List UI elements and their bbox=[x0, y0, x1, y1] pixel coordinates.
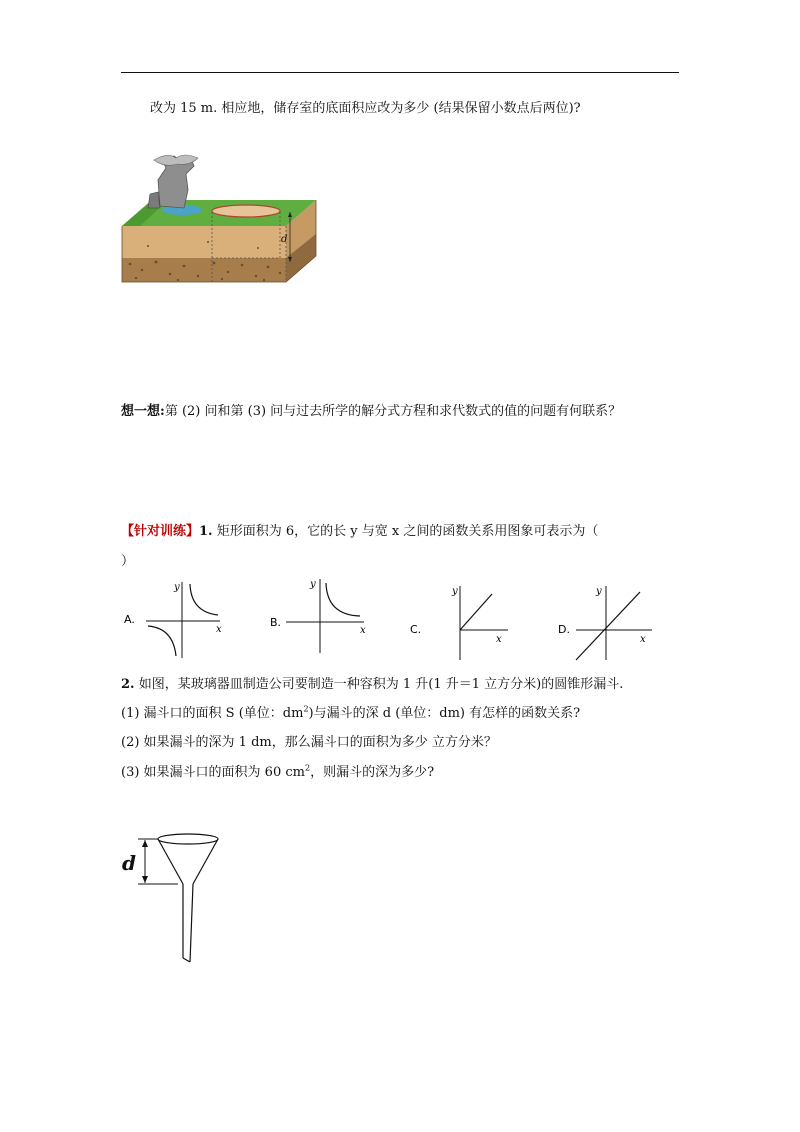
option-b-x-label: x bbox=[360, 625, 366, 636]
problem-continuation-line: 改为 15 m. 相应地，储存室的底面积应改为多少 (结果保留小数点后两位)? bbox=[150, 101, 581, 116]
q2-intro: 如图，某玻璃器皿制造公司要制造一种容积为 1 升(1 升＝1 立方分米)的圆锥形漏斗. bbox=[138, 677, 624, 692]
header-rule bbox=[121, 72, 679, 73]
option-c-y-label: y bbox=[452, 586, 458, 597]
option-a-curve-q3 bbox=[148, 626, 176, 656]
q2-part3-sup: 2 bbox=[304, 763, 311, 773]
option-a-y-label: y bbox=[174, 582, 180, 593]
q2-part3 bbox=[121, 764, 434, 782]
option-c-label: C. bbox=[410, 623, 422, 636]
q2-part1-sup: 2 bbox=[303, 704, 309, 714]
option-d-y-label: y bbox=[596, 586, 602, 597]
think-text: 第 (2) 问和第 (3) 问与过去所学的解分式方程和求代数式的值的问题有何联系？ bbox=[164, 404, 622, 419]
practice-tag: 【针对训练】 bbox=[121, 524, 200, 539]
option-d-graph bbox=[556, 580, 666, 662]
option-c-graph bbox=[408, 580, 518, 662]
figure1-depth-label: d bbox=[281, 234, 288, 245]
q2-part3-a: (3) 如果漏斗口的面积为 60 cm bbox=[121, 765, 305, 780]
storage-room-figure bbox=[118, 150, 318, 285]
practice-line bbox=[121, 523, 598, 541]
option-b-graph bbox=[268, 575, 378, 655]
practice-number: 1. bbox=[199, 524, 213, 539]
option-a-x-label: x bbox=[216, 624, 222, 635]
q2-part2: (2) 如果漏斗的深为 1 dm，那么漏斗口的面积为多少 立方分米？ bbox=[121, 735, 497, 750]
q2-part1-a: (1) 漏斗口的面积 S (单位：dm bbox=[121, 706, 304, 721]
option-b-y-label: y bbox=[310, 579, 316, 590]
q2-part1-b: )与漏斗的深 d (单位：dm) 有怎样的函数关系? bbox=[308, 706, 581, 721]
q2-part3-b: ，则漏斗的深为多少? bbox=[310, 765, 435, 780]
option-c-line bbox=[460, 594, 492, 630]
q2-part1 bbox=[121, 705, 580, 723]
option-d-x-label: x bbox=[640, 634, 646, 645]
option-c-x-label: x bbox=[496, 634, 502, 645]
option-d-line bbox=[576, 592, 640, 660]
q2-intro-line bbox=[121, 676, 623, 694]
q2-number: 2. bbox=[121, 677, 135, 692]
option-a-graph bbox=[120, 578, 230, 660]
practice-tail: ） bbox=[121, 554, 135, 569]
think-line bbox=[121, 403, 621, 421]
practice-text: 矩形面积为 6，它的长 y 与宽 x 之间的函数关系用图象可表示为（ bbox=[216, 524, 599, 539]
option-a-label: A. bbox=[124, 613, 135, 626]
option-b-label: B. bbox=[270, 616, 282, 629]
funnel-depth-label: d bbox=[122, 851, 136, 875]
think-label: 想一想: bbox=[121, 404, 165, 419]
option-b-curve bbox=[326, 583, 360, 616]
option-d-label: D. bbox=[558, 623, 570, 636]
funnel-figure bbox=[118, 826, 228, 966]
option-a-curve-q1 bbox=[190, 584, 218, 615]
